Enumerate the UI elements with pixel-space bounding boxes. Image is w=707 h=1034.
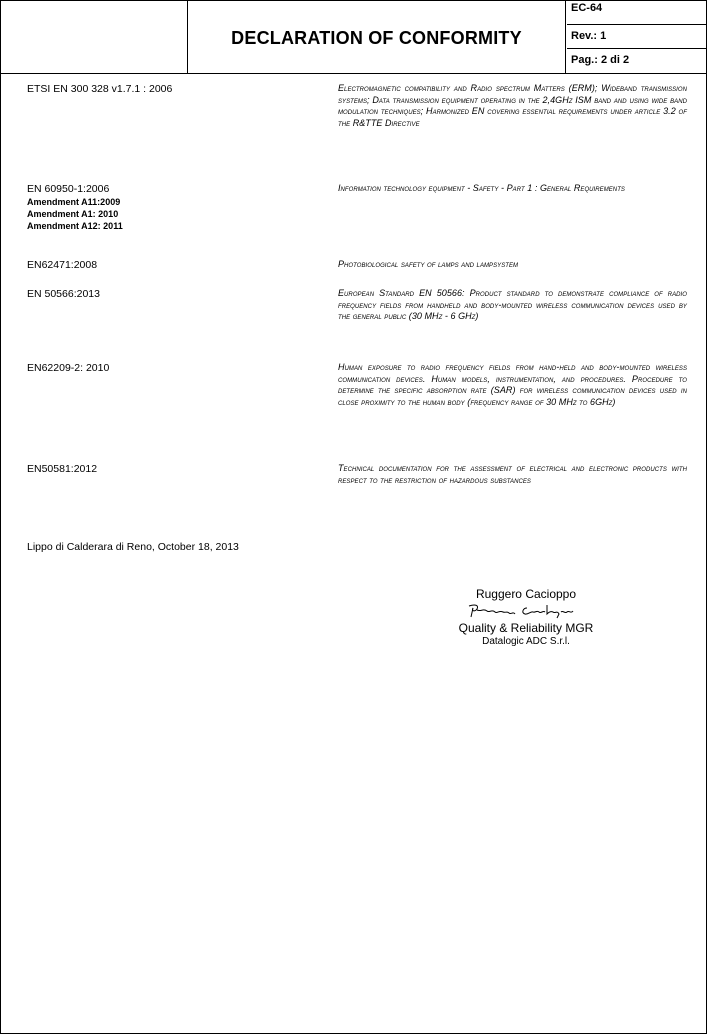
amendment: Amendment A11:2009: [27, 197, 121, 207]
standard-code: EN 60950-1:2006: [27, 183, 110, 195]
document-title: DECLARATION OF CONFORMITY: [188, 1, 566, 73]
amendment: Amendment A1: 2010: [27, 209, 119, 219]
standard-code: EN62471:2008: [27, 259, 98, 271]
standard-code-block: [27, 183, 123, 232]
standard-code: EN 50566:2013: [27, 288, 100, 300]
standard-description: Electromagnetic compatibility and Radio spectrum Matters (ERM); Wideband transmission systems; Data transmission equipment operating in the 2,4GHz ISM band and using wide band modulation techniques; Harmonized EN covering essential requirements under article 3.2 of the R&TTE Directive: [338, 83, 687, 128]
handwritten-signature: [461, 602, 591, 620]
standard-code: ETSI EN 300 328 v1.7.1 : 2006: [27, 83, 173, 95]
place-date: Lippo di Calderara di Reno, October 18, 2013: [27, 541, 239, 553]
standard-code: EN62209-2: 2010: [27, 362, 110, 374]
standard-description: Information technology equipment - Safety - Part 1 : General Requirements: [338, 183, 625, 193]
standard-description: Photobiological safety of lamps and lampsystem: [338, 259, 519, 269]
doc-code: EC-64: [567, 1, 706, 25]
page-number: Pag.: 2 di 2: [571, 54, 630, 66]
standard-code: EN50581:2012: [27, 463, 98, 475]
header-meta: [567, 1, 706, 73]
signatory-company: Datalogic ADC S.r.l.: [482, 636, 570, 647]
signatory-role: Quality & Reliability MGR: [458, 621, 594, 635]
amendment: Amendment A12: 2011: [27, 221, 123, 231]
document-header: [1, 1, 706, 74]
standard-description: Human exposure to radio frequency fields from hand-held and body-mounted wireless communication devices. Human models, instrumentation, and procedures. Procedure to determine the specific absorption rate (SAR) for wireless communication devices used in close proximity to the human body (frequency range of 30 MHz to 6GHz): [338, 362, 687, 407]
standard-description: Technical documentation for the assessment of electrical and electronic products with respect to the restriction of hazardous substances: [338, 463, 687, 485]
header-logo-cell: [1, 1, 188, 73]
signatory-name: Ruggero Cacioppo: [475, 587, 577, 601]
revision: Rev.: 1: [567, 25, 706, 49]
standard-description: European Standard EN 50566: Product standard to demonstrate compliance of radio frequency fields from handheld and body-mounted wireless communication devices used by the general public (30 MHz - 6 GHz): [338, 288, 687, 322]
signature-block: [431, 587, 621, 647]
